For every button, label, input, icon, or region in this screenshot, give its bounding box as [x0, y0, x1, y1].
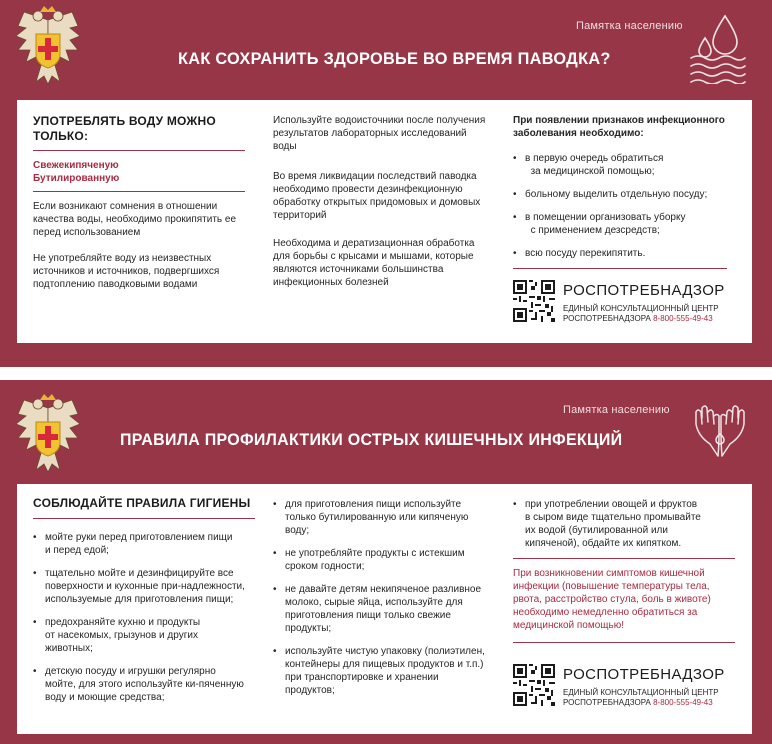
food-safety-column [273, 498, 495, 707]
leaflet-tag: Памятка населению [576, 20, 683, 32]
produce-column [513, 498, 735, 643]
drink-water-column [33, 114, 245, 291]
list-item: • всю посуду перекипятить. [513, 247, 727, 260]
disinfection-text: Во время ликвидации последствий паводка необходимо провести дезинфекционную обработку открытых придомовых и домовых территорий [273, 171, 481, 221]
rospotrebnadzor-block [513, 664, 743, 714]
list-item: • при употреблении овощей и фруктов в сыром виде тщательно промывайте их водой (бутилированной или кипяченой), обдайте их кипятком. [513, 498, 735, 550]
list-item: • для приготовления пищи используйте только бутилированную или кипяченую воду; [273, 498, 495, 537]
list-item: • больному выделить отдельную посуду; [513, 188, 727, 201]
brand-name: РОСПОТРЕБНАДЗОР [563, 282, 725, 299]
list-item: • тщательно мойте и дезинфицируйте все поверхности и кухонные при-надлежности, используемые для приготовления пищи; [33, 567, 255, 606]
hygiene-list [33, 531, 255, 704]
emblem-icon [14, 6, 82, 88]
list-item: • предохраняйте кухню и продукты от насекомых, грызунов и других животных; [33, 616, 255, 655]
list-item: • детскую посуду и игрушки регулярно мойте, для этого используйте ки-пяченную воду и моющие средства; [33, 665, 255, 704]
water-drop-icon [685, 14, 747, 84]
list-item: • мойте руки перед приготовлением пищи и перед едой; [33, 531, 255, 557]
symptoms-heading: При появлении признаков инфекционного заболевания необходимо: [513, 115, 725, 139]
rospotrebnadzor-block [513, 280, 743, 330]
hygiene-heading: СОБЛЮДАЙТЕ ПРАВИЛА ГИГИЕНЫ [33, 496, 251, 510]
hotline-phone: 8-800-555-49-43 [653, 314, 713, 323]
symptoms-list [513, 152, 727, 260]
lab-testing-text: Используйте водоисточники после получения результатов лабораторных исследований воды [273, 115, 486, 152]
brand-name: РОСПОТРЕБНАДЗОР [563, 666, 725, 683]
divider [33, 191, 245, 192]
boil-advice: Если возникают сомнения в отношении качества воды, необходимо прокипятить ее перед использованием [33, 201, 237, 238]
hotline-phone: 8-800-555-49-43 [653, 698, 713, 707]
hands-icon [688, 404, 752, 460]
produce-list [513, 498, 735, 550]
leaflet-tag: Памятка населению [563, 404, 670, 416]
list-item: • используйте чистую упаковку (полиэтилен, контейнеры для пищевых продуктов и т.п.) при транспортировке и хранении продуктов; [273, 645, 495, 697]
symptoms-warning: При возникновении симптомов кишечной инфекции (повышение температуры тела, рвота, расстройство стула, боль в животе) необходимо немедленно обратиться за медицинской помощью! [513, 568, 711, 631]
list-item: • не давайте детям некипяченое разливное молоко, сырые яйца, используйте для приготовления пищи только свежие продукты; [273, 583, 495, 635]
emblem-icon [14, 394, 82, 476]
food-safety-list [273, 498, 495, 697]
divider [513, 642, 735, 643]
divider [33, 518, 255, 519]
brand-subtitle: ЕДИНЫЙ КОНСУЛЬТАЦИОННЫЙ ЦЕНТР РОСПОТРЕБНАДЗОРА 8-800-555-49-43 [563, 688, 719, 707]
hygiene-info-panel [17, 484, 752, 734]
divider [513, 558, 735, 559]
qr-code-icon [513, 280, 555, 322]
hygiene-column [33, 496, 255, 714]
page-title: КАК СОХРАНИТЬ ЗДОРОВЬЕ ВО ВРЕМЯ ПАВОДКА? [178, 49, 611, 68]
water-option-bottled: Бутилированную [33, 173, 120, 184]
divider [33, 150, 245, 151]
qr-code-icon [513, 664, 555, 706]
water-heading: УПОТРЕБЛЯТЬ ВОДУ МОЖНО ТОЛЬКО: [33, 114, 216, 143]
brand-subtitle: ЕДИНЫЙ КОНСУЛЬТАЦИОННЫЙ ЦЕНТР РОСПОТРЕБНАДЗОРА 8-800-555-49-43 [563, 304, 719, 323]
divider [513, 268, 727, 269]
deratization-text: Необходима и дератизационная обработка для борьбы с крысами и мышами, которые являются источниками большинства инфекционных болезней [273, 238, 475, 288]
water-option-boiled: Свежекипяченую [33, 160, 119, 171]
list-item: • не употребляйте продукты с истекшим сроком годности; [273, 547, 495, 573]
flood-info-panel [17, 100, 752, 343]
unknown-sources-advice: Не употребляйте воду из неизвестных источников и источников, подвергшихся подтоплению паводковыми водами [33, 253, 220, 290]
list-item: • в помещении организовать уборку с применением дезсредств; [513, 211, 727, 237]
sanitation-column [273, 114, 493, 289]
list-item: • в первую очередь обратиться за медицинской помощью; [513, 152, 727, 178]
symptoms-column [513, 114, 727, 277]
page-title: ПРАВИЛА ПРОФИЛАКТИКИ ОСТРЫХ КИШЕЧНЫХ ИНФЕКЦИЙ [120, 430, 623, 449]
